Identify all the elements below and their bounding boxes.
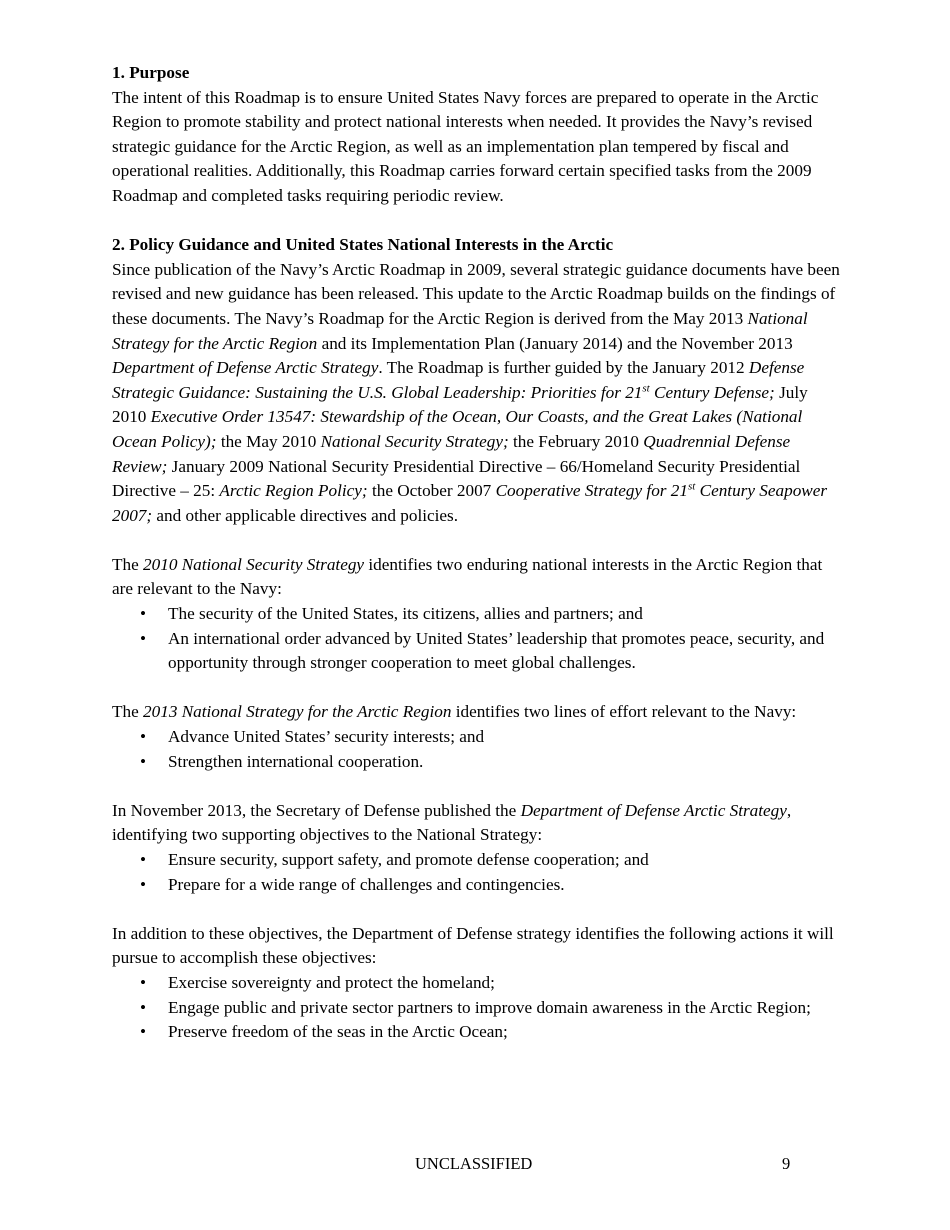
section-1-heading: 1. Purpose	[112, 63, 190, 82]
dod-actions-list	[112, 971, 842, 1045]
page-number: 9	[782, 1154, 791, 1173]
list-item: • Strengthen international cooperation.	[112, 750, 842, 775]
list-item: • Exercise sovereignty and protect the homeland;	[112, 971, 842, 996]
list-item: • An international order advanced by United States’ leadership that promotes peace, security, and opportunity through stronger cooperation to meet global challenges.	[112, 627, 842, 676]
dod-strategy-paragraph: In November 2013, the Secretary of Defense published the Department of Defense Arctic Strategy, identifying two supporting objectives to the National Strategy:	[112, 800, 792, 845]
document-page	[112, 61, 842, 1045]
arctic-strategy-paragraph: The 2013 National Strategy for the Arctic Region identifies two lines of effort relevant to the Navy:	[112, 702, 797, 722]
lines-of-effort-list	[112, 725, 842, 774]
supporting-objectives-list	[112, 848, 842, 897]
section-2-heading: 2. Policy Guidance and United States National Interests in the Arctic	[112, 235, 614, 255]
policy-guidance-paragraph: Since publication of the Navy’s Arctic Roadmap in 2009, several strategic guidance documents have been revised and new guidance has been released. This update to the Arctic Roadmap builds on the findings of these documents. The Navy’s Roadmap for the Arctic Region is derived from the May 2013 National Strategy for the Arctic Region and its Implementation Plan (January 2014) and the November 2013 Department of Defense Arctic Strategy. The Roadmap is further guided by the January 2012 Defense Strategic Guidance: Sustaining the U.S. Global Leadership: Priorities for 21st Century Defense; July 2010 Executive Order 13547: Stewardship of the Ocean, Our Coasts, and the Great Lakes (National Ocean Policy); the May 2010 National Security Strategy; the February 2010 Quadrennial Defense Review; January 2009 National Security Presidential Directive – 66/Homeland Security Presidential Directive – 25: Arctic Region Policy; the October 2007 Cooperative Strategy for 21st Century Seapower 2007; and other applicable directives and policies.	[112, 259, 840, 525]
list-item: • Engage public and private sector partners to improve domain awareness in the Arctic Region;	[112, 996, 842, 1021]
list-item: • The security of the United States, its citizens, allies and partners; and	[112, 602, 842, 627]
list-item: • Prepare for a wide range of challenges and contingencies.	[112, 873, 842, 898]
purpose-paragraph: The intent of this Roadmap is to ensure United States Navy forces are prepared to operate in the Arctic Region to promote stability and protect national interests when needed. It provides the Navy’s revised strategic guidance for the Arctic Region, as well as an implementation plan tempered by fiscal and operational realities. Additionally, this Roadmap carries forward certain specified tasks from the 2009 Roadmap and completed tasks requiring periodic review.	[112, 87, 819, 205]
dod-actions-paragraph: In addition to these objectives, the Department of Defense strategy identifies the following actions it will pursue to accomplish these objectives:	[112, 923, 834, 968]
list-item: • Advance United States’ security interests; and	[112, 725, 842, 750]
classification-marking: UNCLASSIFIED	[415, 1154, 533, 1173]
nss-paragraph: The 2010 National Security Strategy identifies two enduring national interests in the Arctic Region that are relevant to the Navy:	[112, 554, 823, 599]
nss-interests-list	[112, 602, 842, 676]
list-item: • Ensure security, support safety, and promote defense cooperation; and	[112, 848, 842, 873]
list-item: • Preserve freedom of the seas in the Arctic Ocean;	[112, 1020, 842, 1045]
